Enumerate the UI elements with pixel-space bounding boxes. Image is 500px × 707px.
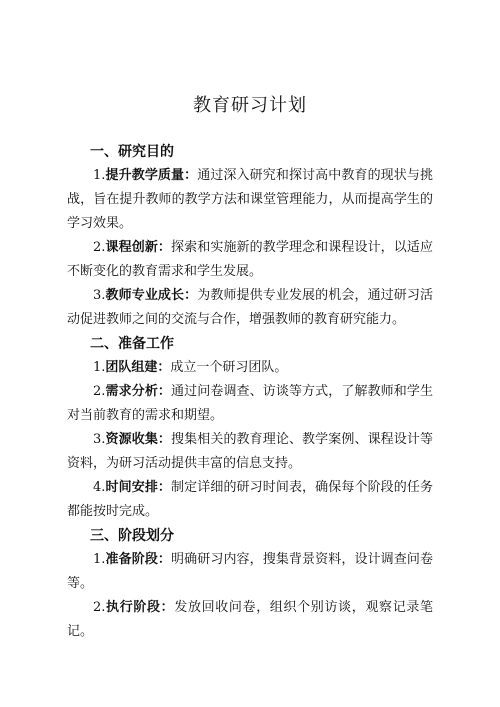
list-item (67, 284, 433, 332)
item-text: 制定详细的研习时间表，确保每个阶段的任务都能按时完成。 (67, 480, 433, 519)
item-text: 为教师提供专业发展的机会，通过研习活动促进教师之间的交流与合作，增强教师的教育研究能力。 (67, 288, 433, 327)
item-number: 3. (93, 432, 106, 447)
item-number: 1. (93, 168, 106, 183)
item-label: 准备阶段： (105, 552, 172, 567)
list-item (67, 428, 433, 476)
item-label: 团队组建： (105, 360, 171, 375)
item-number: 2. (93, 384, 106, 399)
section-heading: 一、研究目的 (90, 144, 174, 160)
item-text: 搜集相关的教育理论、教学案例、课程设计等资料，为研习活动提供丰富的信息支持。 (67, 432, 433, 471)
item-text: 成立一个研习团队。 (170, 360, 288, 375)
item-label: 教师专业成长： (105, 288, 198, 303)
document-title: 教育研习计划 (193, 95, 307, 116)
section-heading: 二、准备工作 (90, 336, 174, 352)
item-label: 时间安排： (105, 480, 172, 495)
item-label: 课程创新： (105, 240, 172, 255)
list-item (67, 596, 433, 644)
list-item (67, 236, 433, 284)
list-item (67, 164, 433, 236)
list-item (67, 356, 433, 380)
item-text: 明确研习内容，搜集背景资料，设计调查问卷等。 (67, 552, 433, 591)
item-label: 执行阶段： (105, 600, 175, 615)
section-heading: 三、阶段划分 (90, 528, 174, 544)
item-text: 通过深入研究和探讨高中教育的现状与挑战，旨在提升教师的教学方法和课堂管理能力，从而提高学生的学习效果。 (67, 168, 433, 231)
document-body (67, 140, 433, 644)
list-item (67, 548, 433, 596)
item-text: 通过问卷调查、访谈等方式，了解教师和学生对当前教育的需求和期望。 (67, 384, 433, 423)
item-label: 需求分析： (105, 384, 172, 399)
item-text: 探索和实施新的教学理念和课程设计，以适应不断变化的教育需求和学生发展。 (67, 240, 433, 279)
item-number: 2. (93, 600, 106, 615)
section-preparation (67, 332, 433, 524)
item-number: 2. (93, 240, 106, 255)
item-label: 资源收集： (105, 432, 172, 447)
item-text: 发放回收问卷，组织个别访谈，观察记录笔记。 (67, 600, 433, 639)
list-item (67, 380, 433, 428)
list-item (67, 476, 433, 524)
item-number: 4. (93, 480, 106, 495)
item-number: 1. (93, 552, 106, 567)
section-phases (67, 524, 433, 644)
item-number: 3. (93, 288, 106, 303)
item-label: 提升教学质量： (105, 168, 198, 183)
section-research-purpose (67, 140, 433, 332)
item-number: 1. (93, 360, 106, 375)
